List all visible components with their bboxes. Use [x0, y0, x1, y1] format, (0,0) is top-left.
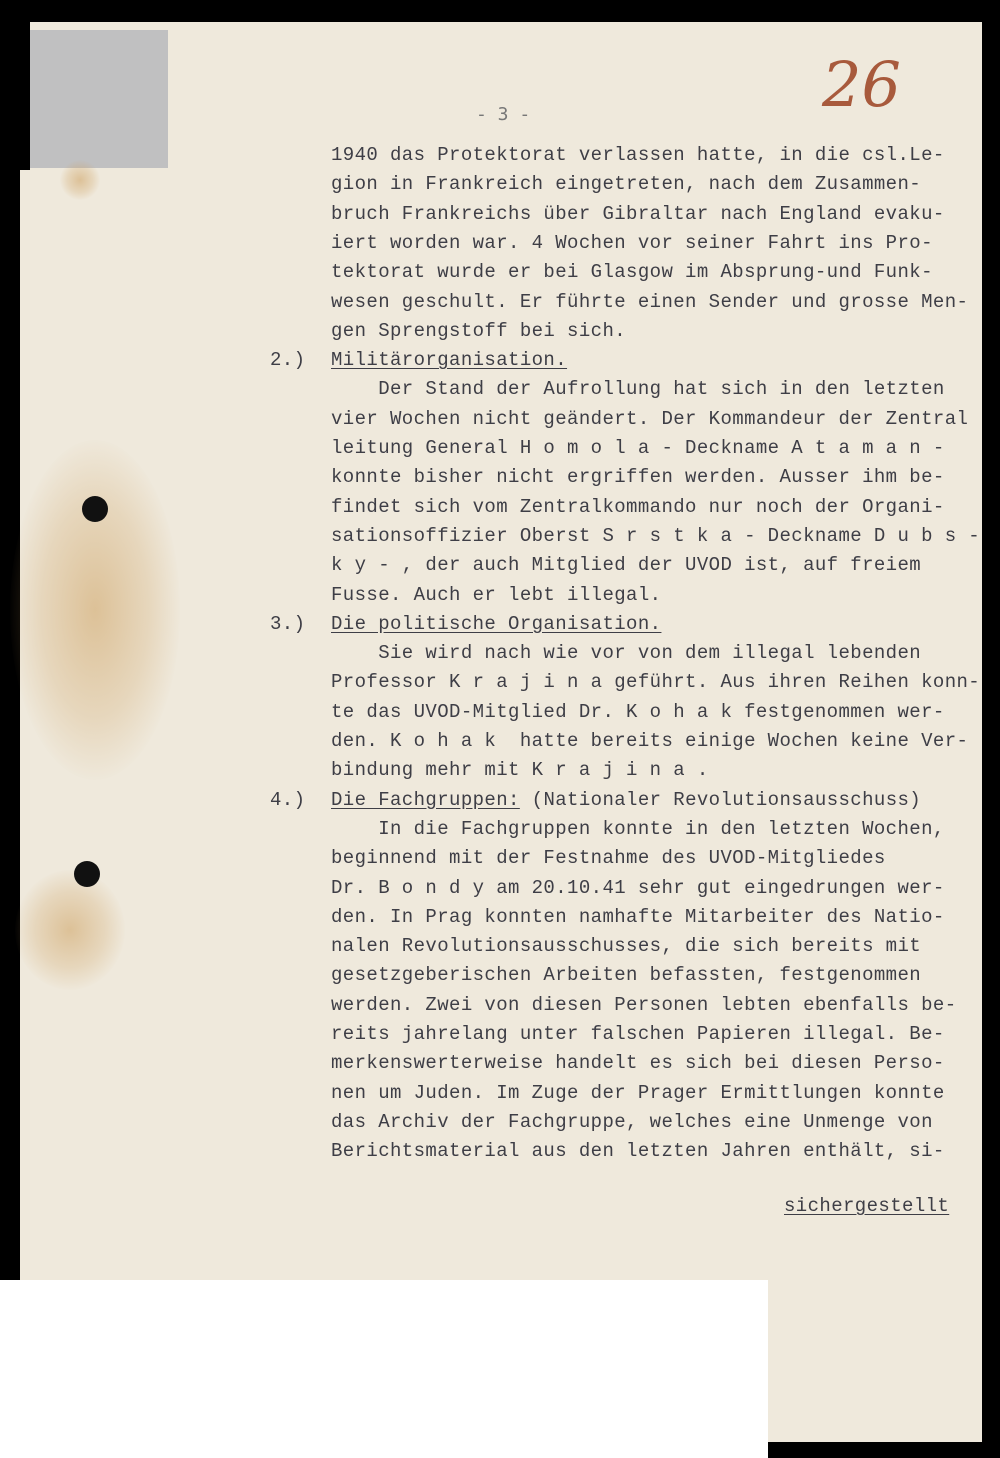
- text-line: reits jahrelang unter falschen Papieren illegal. Be-: [331, 1023, 945, 1045]
- section-heading-line: [331, 613, 661, 635]
- burn-stain: [60, 160, 100, 200]
- handwritten-page-number: 26: [822, 48, 901, 121]
- text-line: konnte bisher nicht ergriffen werden. Ausser ihm be-: [331, 466, 945, 489]
- text-line: sationsoffizier Oberst S r s t k a - Deckname D u b s -: [331, 524, 981, 547]
- text-line: leitung General H o m o l a - Deckname A t a m a n -: [331, 437, 945, 459]
- text-line: bruch Frankreichs über Gibraltar nach England evaku-: [331, 202, 945, 225]
- text-line: gen Sprengstoff bei sich.: [331, 319, 627, 342]
- text-line: nalen Revolutionsausschusses, die sich bereits mit: [331, 935, 922, 958]
- section-heading-note: (Nationaler Revolutionsausschuss): [519, 788, 922, 811]
- typed-page-number: - 3 -: [476, 104, 531, 125]
- text-line: iert worden war. 4 Wochen vor seiner Fahrt ins Pro-: [331, 231, 933, 254]
- text-line: den. K o h a k hatte bereits einige Wochen keine Ver-: [331, 730, 969, 752]
- text-line: Der Stand der Aufrollung hat sich in den letzten: [331, 378, 945, 401]
- blank-area: [0, 1280, 768, 1458]
- text-line: Professor K r a j i n a geführt. Aus ihren Reihen konn-: [331, 671, 981, 694]
- text-line: 1940 das Protektorat verlassen hatte, in die csl.Le-: [331, 144, 945, 166]
- section-heading-line: [331, 789, 921, 811]
- section-heading: Die politische Organisation.: [331, 612, 662, 635]
- text-line: Fusse. Auch er lebt illegal.: [331, 583, 662, 606]
- section-number: 3.): [270, 612, 306, 635]
- section-number: 4.): [270, 788, 306, 811]
- text-line: merkenswerterweise handelt es sich bei diesen Perso-: [331, 1052, 945, 1075]
- catchword: sichergestellt: [784, 1195, 950, 1217]
- section-heading: Die Fachgruppen:: [331, 788, 520, 811]
- burn-stain: [15, 870, 125, 990]
- section-heading: Militärorganisation.: [331, 349, 568, 372]
- text-line: findet sich vom Zentralkommando nur noch der Organi-: [331, 495, 945, 518]
- text-line: werden. Zwei von diesen Personen lebten ebenfalls be-: [331, 993, 957, 1016]
- tape-patch: [30, 30, 168, 168]
- section-heading-line: [331, 349, 567, 371]
- text-line: te das UVOD-Mitglied Dr. K o h a k festgenommen wer-: [331, 700, 945, 723]
- text-line: tektorat wurde er bei Glasgow im Absprung-und Funk-: [331, 261, 933, 284]
- text-line: Dr. B o n d y am 20.10.41 sehr gut eingedrungen wer-: [331, 876, 945, 899]
- text-line: nen um Juden. Im Zuge der Prager Ermittlungen konnte: [331, 1081, 945, 1104]
- text-line: In die Fachgruppen konnte in den letzten Wochen,: [331, 817, 945, 840]
- burn-stain: [10, 440, 180, 780]
- section-number: 2.): [270, 349, 306, 372]
- text-line: gion in Frankreich eingetreten, nach dem Zusammen-: [331, 173, 922, 196]
- text-line: k y - , der auch Mitglied der UVOD ist, auf freiem: [331, 554, 922, 577]
- text-line: den. In Prag konnten namhafte Mitarbeiter des Natio-: [331, 905, 945, 928]
- text-line: beginnend mit der Festnahme des UVOD-Mitgliedes: [331, 847, 886, 870]
- text-line: gesetzgeberischen Arbeiten befassten, festgenommen: [331, 964, 922, 987]
- text-line: das Archiv der Fachgruppe, welches eine Unmenge von: [331, 1110, 933, 1133]
- page-edge: [20, 170, 32, 1280]
- punch-hole: [82, 496, 108, 522]
- text-line: bindung mehr mit K r a j i n a .: [331, 759, 709, 782]
- text-line: vier Wochen nicht geändert. Der Kommandeur der Zentral: [331, 407, 969, 430]
- text-line: Berichtsmaterial aus den letzten Jahren enthält, si-: [331, 1140, 945, 1163]
- text-line: Sie wird nach wie vor von dem illegal lebenden: [331, 642, 922, 665]
- text-line: wesen geschult. Er führte einen Sender und grosse Men-: [331, 290, 969, 313]
- punch-hole: [74, 861, 100, 887]
